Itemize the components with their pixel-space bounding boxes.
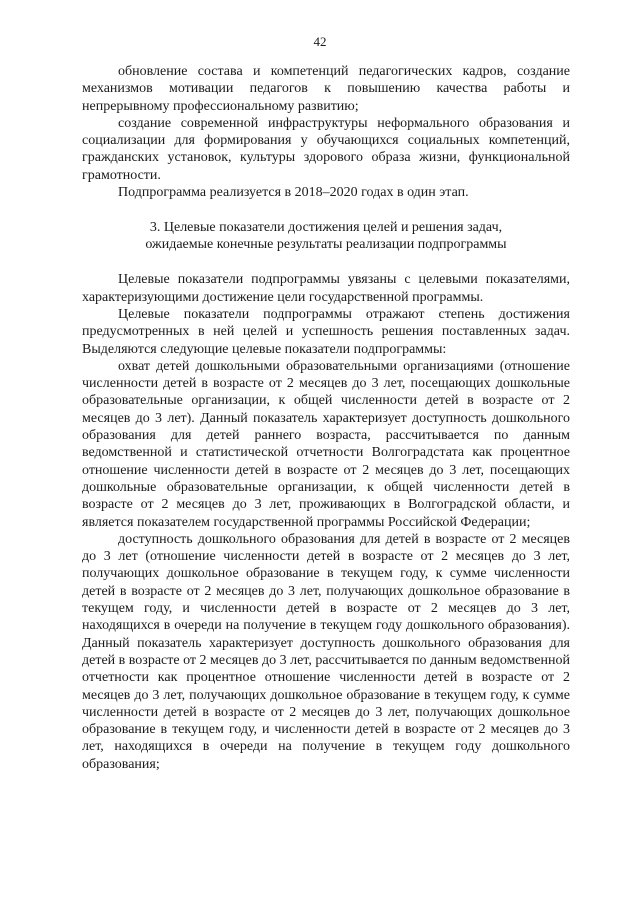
paragraph-indicators-reflect: Целевые показатели подпрограммы отражают степень достижения предусмотренных в ней целей и успешность решения поставленных задач. Выделяются следующие целевые показатели подпрограммы: — [82, 306, 570, 357]
paragraph-infrastructure: создание современной инфраструктуры неформального образования и социализации для формирования у обучающихся социальных компетенций, гражданских установок, культуры здорового образа жизни, функциональной грамотности. — [82, 115, 570, 183]
paragraph-implementation-period: Подпрограмма реализуется в 2018–2020 годах в один этап. — [118, 185, 469, 201]
section-heading — [82, 219, 570, 253]
document-body — [82, 63, 570, 773]
paragraph-coverage-indicator: охват детей дошкольными образовательными организациями (отношение численности детей в возрасте от 2 месяцев до 3 лет, посещающих дошкольные образовательные организации, к общей численности детей в возрасте от 2 месяцев до 3 лет). Данный показатель характеризует доступность дошкольного образования для детей раннего возраста, рассчитывается по данным ведомственной и статистической отчетности Волгоградстата как процентное отношение численности детей в возрасте от 2 месяцев до 3 лет, посещающих дошкольные образовательные организации, к общей численности детей в возрасте от 2 месяцев до 3 лет, проживающих в Волгоградской области, и является показателем государственной программы Российской Федерации; — [82, 358, 570, 530]
section-heading-line-2: ожидаемые конечные результаты реализации подпрограммы — [145, 237, 507, 253]
section-heading-line-1: 3. Целевые показатели достижения целей и решения задач, — [149, 220, 503, 236]
paragraph-accessibility-indicator: доступность дошкольного образования для детей в возрасте от 2 месяцев до 3 лет (отношение численности детей в возрасте от 2 месяцев до 3 лет, получающих дошкольное образование в текущем году, к сумме численности детей в возрасте от 2 месяцев до 3 лет, получающих дошкольное образование в текущем году, и численности детей в возрасте от 2 месяцев до 3 лет, находящихся в очереди на получение в текущем году дошкольного образования). Данный показатель характеризует доступность дошкольного образования для детей в возрасте от 2 месяцев до 3 лет, рассчитывается по данным ведомственной отчетности как процентное отношение численности детей в возрасте от 2 месяцев до 3 лет, получающих дошкольное образование в текущем году, к сумме численности детей в возрасте от 2 месяцев до 3 лет, получающих дошкольное образование в текущем году, и численности детей в возрасте от 2 месяцев до 3 лет, находящихся в очереди на получение в текущем году дошкольного образования; — [82, 531, 570, 772]
paragraph-indicators-linked: Целевые показатели подпрограммы увязаны с целевыми показателями, характеризующими достижение цели государственной программы. — [82, 272, 570, 305]
page-number: 42 — [313, 34, 327, 49]
paragraph-staff-renewal: обновление состава и компетенций педагогических кадров, создание механизмов мотивации педагогов к повышению качества работы и непрерывному профессиональному развитию; — [82, 64, 570, 114]
